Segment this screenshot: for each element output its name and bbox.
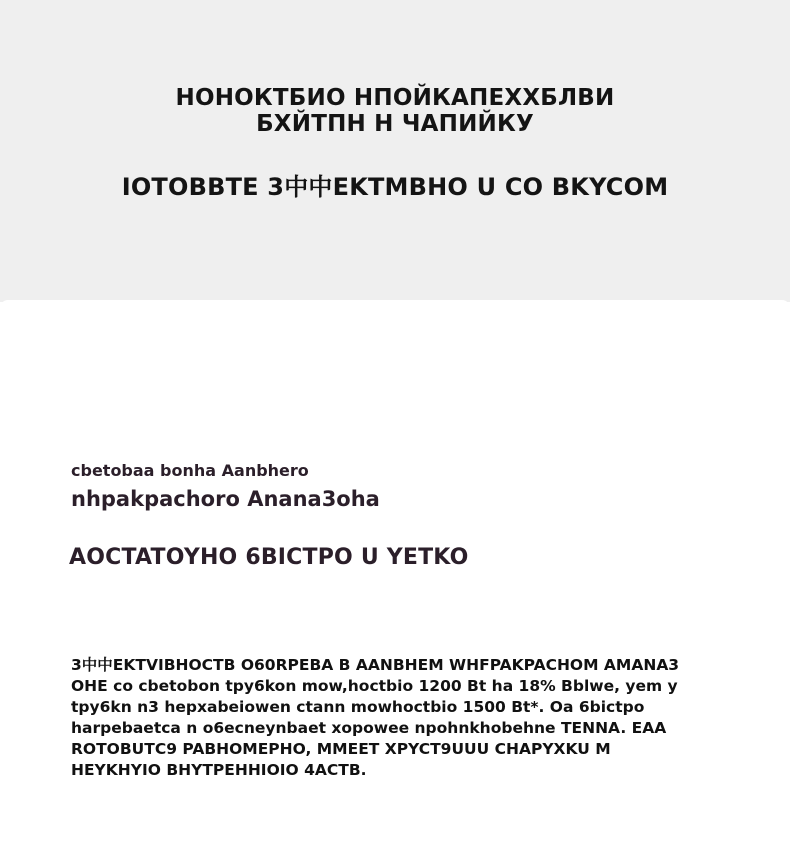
product-title: nhpakpachoro Anana3oha xyxy=(71,487,380,511)
description-line: OHE co cbetobon tpy6kon mow,hoctbio 1200 Bt ha 18% Bblwe, yem y xyxy=(71,677,678,695)
banner-heading-line-1: НОНОКТБИО НПОЙКАПЕХХБЛВИ xyxy=(175,85,615,111)
banner-subheading: IOTOBBTE 3中中EKTMBHO U CO BKYCOM xyxy=(121,173,669,201)
top-banner xyxy=(0,0,790,302)
banner-heading-line-2: БХЙТПН Н ЧАПИЙКУ xyxy=(256,111,534,137)
description-line: HEYKHYIO BHYTPEHHIOIO 4ACTB. xyxy=(71,761,367,779)
feature-headline: AOCTATOYHO 6BICTPO U YETKO xyxy=(69,545,469,570)
description-line: ROTOBUTC9 PABHOMEPHO, MMEET XPYCT9UUU CHAPYXKU M xyxy=(71,740,611,758)
product-category-label: cbetobaa bonha Aanbhero xyxy=(71,461,309,480)
feature-description xyxy=(71,655,731,781)
description-line: harpebaetca n o6ecneynbaet xopowee npohnkhobehne TENNA. EAA xyxy=(71,719,667,737)
description-line: tpy6kn n3 hepxabeiowen ctann mowhoctbio 1500 Bt*. Oa 6bictpo xyxy=(71,698,645,716)
description-line: 3中中EKTVIBHOCTB O60RPEBA B AANBHEM WHFPAKPACHOM AMANA3 xyxy=(71,656,680,674)
